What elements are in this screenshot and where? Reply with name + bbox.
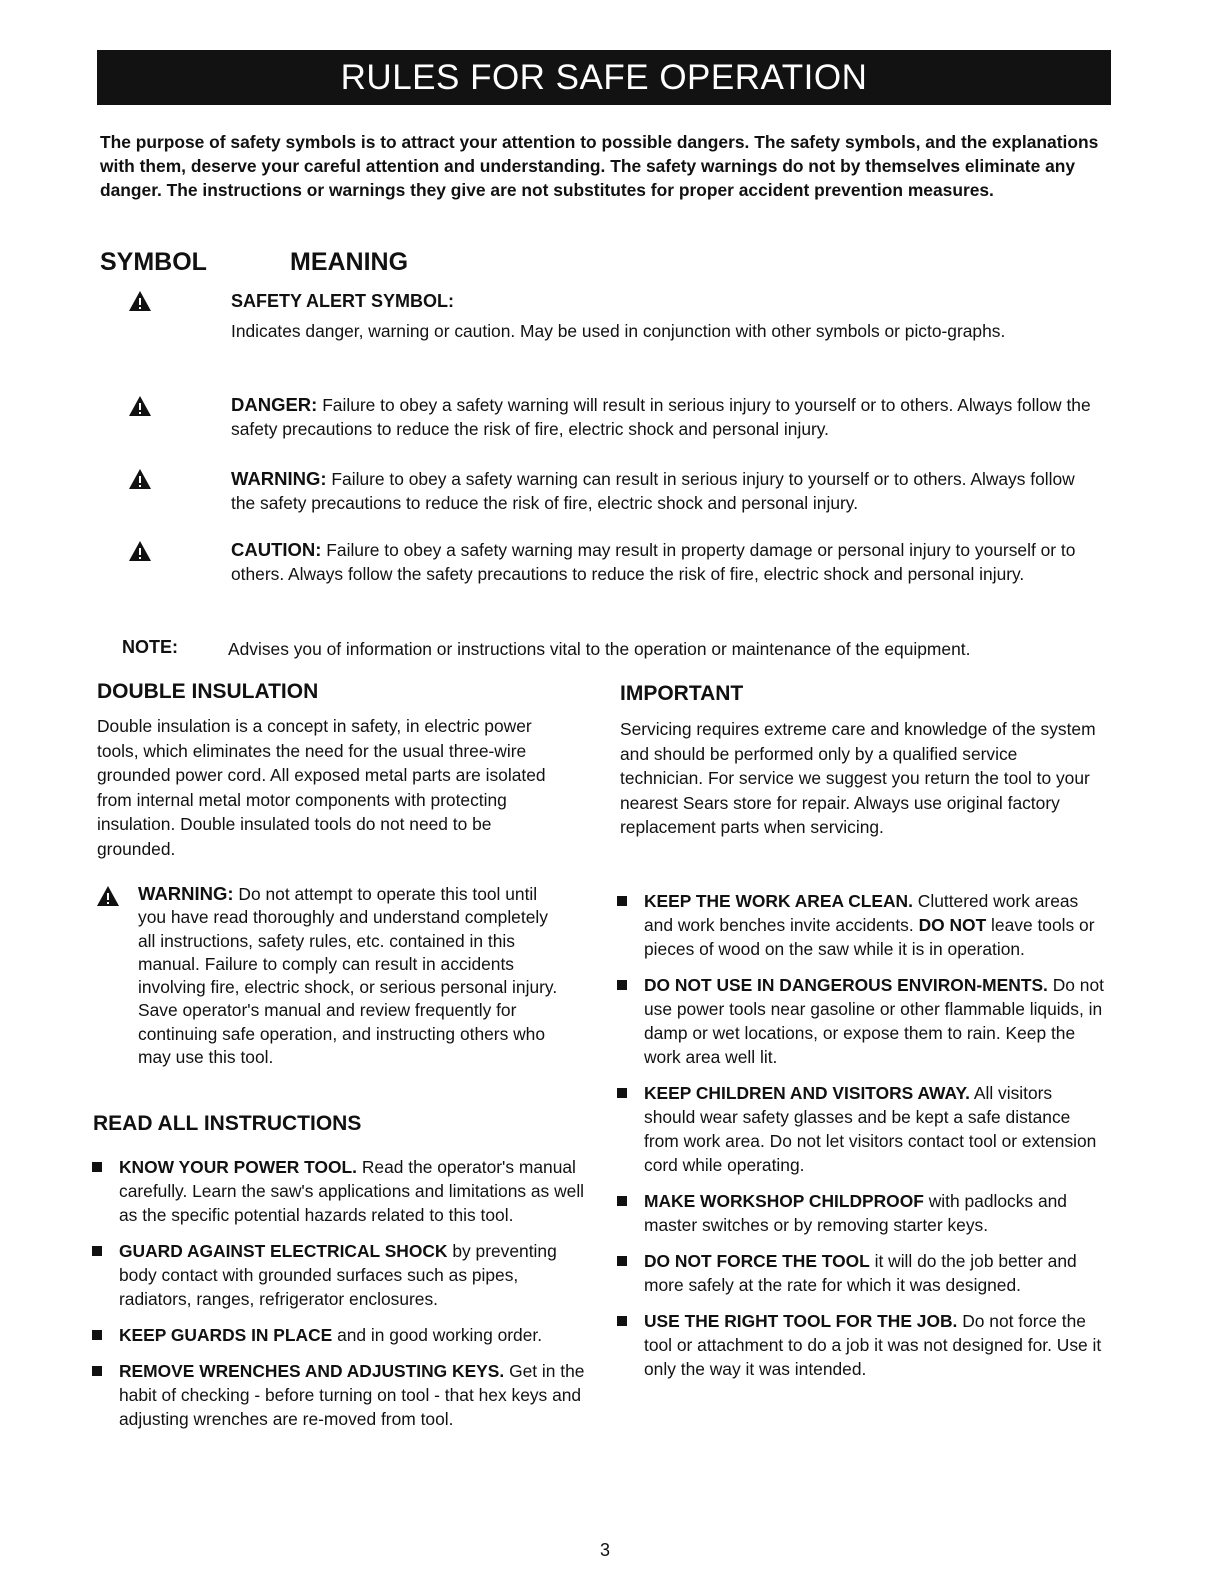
list-item: [617, 1309, 1107, 1381]
operate-warning-text: Do not attempt to operate this tool until you have read thoroughly and understand completely all instructions, safety rules, etc. contained in this manual. Failure to comply can result in accidents involving fire, electric shock, or serious personal injury. Save operator's manual and review frequently for continuing safe operation, and instructing others who may use this tool.: [138, 884, 558, 1068]
square-bullet-icon: [92, 1162, 102, 1172]
warning-triangle-icon: [128, 468, 152, 490]
rule-text: Do not use power tools near gasoline or other flammable liquids, in damp or wet locations, or expose them to rain. Keep the work area well lit.: [644, 975, 1104, 1067]
rule-lead: DO NOT USE IN DANGEROUS ENVIRON-MENTS.: [644, 975, 1048, 995]
important-text: Servicing requires extreme care and knowledge of the system and should be performed only by a qualified service technician. For service we suggest you return the tool to your nearest Sears store for repair. Always use original factory replacement parts when servicing.: [620, 719, 1096, 837]
rule-lead-secondary: DO NOT: [918, 915, 987, 935]
read-all-title: READ ALL INSTRUCTIONS: [93, 1112, 362, 1135]
rule-text-secondary: leave tools or pieces of wood on the saw while it is in operation.: [644, 915, 1095, 959]
warning-label: WARNING:: [231, 468, 327, 489]
rule-text: Get in the habit of checking - before turning on tool - that hex keys and adjusting wrenches are re-moved from tool.: [119, 1361, 585, 1429]
square-bullet-icon: [617, 980, 627, 990]
page-number: 3: [599, 1540, 610, 1560]
rule-text: Cluttered work areas and work benches invite accidents.: [644, 891, 1079, 935]
danger-label: DANGER:: [231, 394, 318, 415]
warning-definition: [231, 467, 1091, 515]
list-item: [92, 1359, 587, 1431]
note-label: NOTE:: [122, 637, 178, 657]
rule-text: Read the operator's manual carefully. Learn the saw's applications and limitations as well as the specific potential hazards related to this tool.: [119, 1157, 585, 1225]
list-item: [617, 889, 1107, 961]
square-bullet-icon: [617, 1196, 627, 1206]
rule-text: by preventing body contact with grounded surfaces such as pipes, radiators, ranges, refrigerator enclosures.: [119, 1241, 557, 1309]
rule-lead: MAKE WORKSHOP CHILDPROOF: [644, 1191, 924, 1211]
list-item: [92, 1323, 587, 1347]
square-bullet-icon: [92, 1246, 102, 1256]
square-bullet-icon: [617, 1088, 627, 1098]
rule-text: All visitors should wear safety glasses and be kept a safe distance from work area. Do not let visitors contact tool or extension cord while operating.: [644, 1083, 1097, 1175]
list-item: [617, 1249, 1107, 1297]
list-item: [617, 1081, 1107, 1177]
note-text: Advises you of information or instructions vital to the operation or maintenance of the equipment.: [228, 639, 971, 659]
caution-label: CAUTION:: [231, 539, 322, 560]
danger-definition: [231, 393, 1091, 441]
rule-text: Do not force the tool or attachment to do a job it was not designed for. Use it only the way it was intended.: [644, 1311, 1102, 1379]
caution-text: Failure to obey a safety warning may result in property damage or personal injury to yourself or to others. Always follow the safety precautions to reduce the risk of fire, electric shock and personal injury.: [231, 540, 1076, 584]
rule-lead: KEEP THE WORK AREA CLEAN.: [644, 891, 913, 911]
warning-triangle-icon: [128, 395, 152, 417]
double-insulation-title: DOUBLE INSULATION: [97, 680, 319, 703]
rule-lead: DO NOT FORCE THE TOOL: [644, 1251, 870, 1271]
caution-definition: [231, 538, 1091, 586]
warning-triangle-icon: [96, 885, 120, 907]
intro-paragraph: The purpose of safety symbols is to attract your attention to possible dangers. The safety symbols, and the explanations with them, deserve your careful attention and understanding. The safety warnings do not by themselves eliminate any danger. The instructions or warnings they give are not substitutes for proper accident prevention measures.: [100, 132, 1099, 200]
rule-lead: KEEP CHILDREN AND VISITORS AWAY.: [644, 1083, 970, 1103]
list-item: [617, 1189, 1107, 1237]
warning-triangle-icon: [128, 290, 152, 312]
rule-text: with padlocks and master switches or by removing starter keys.: [644, 1191, 1067, 1235]
square-bullet-icon: [92, 1330, 102, 1340]
list-item: [92, 1239, 587, 1311]
rule-lead: KEEP GUARDS IN PLACE: [119, 1325, 333, 1345]
safety-rules-list: [617, 889, 1107, 1393]
warning-text: Failure to obey a safety warning can result in serious injury to yourself or to others. Always follow the safety precautions to reduce the risk of fire, electric shock and personal injury.: [231, 469, 1075, 513]
symbol-column-heading: SYMBOL: [100, 248, 207, 276]
rule-text: it will do the job better and more safely at the rate for which it was designed.: [644, 1251, 1077, 1295]
square-bullet-icon: [617, 1316, 627, 1326]
operate-warning: [138, 882, 568, 1069]
operate-warning-label: WARNING:: [138, 883, 234, 904]
meaning-column-heading: MEANING: [290, 248, 409, 276]
important-title: IMPORTANT: [620, 682, 744, 705]
warning-triangle-icon: [128, 540, 152, 562]
safety-alert-title: SAFETY ALERT SYMBOL:: [231, 291, 455, 311]
danger-text: Failure to obey a safety warning will result in serious injury to yourself or to others. Always follow the safety precautions to reduce the risk of fire, electric shock and personal injury.: [231, 395, 1091, 439]
page-banner: RULES FOR SAFE OPERATION: [97, 50, 1111, 105]
rule-text: and in good working order.: [337, 1325, 543, 1345]
rule-lead: GUARD AGAINST ELECTRICAL SHOCK: [119, 1241, 448, 1261]
rule-lead: USE THE RIGHT TOOL FOR THE JOB.: [644, 1311, 958, 1331]
read-all-list: [92, 1155, 587, 1443]
safety-alert-text: Indicates danger, warning or caution. May be used in conjunction with other symbols or picto-graphs.: [231, 321, 1006, 341]
rule-lead: KNOW YOUR POWER TOOL.: [119, 1157, 357, 1177]
list-item: [92, 1155, 587, 1227]
double-insulation-text: Double insulation is a concept in safety, in electric power tools, which eliminates the need for the usual three-wire grounded power cord. All exposed metal parts are isolated from internal metal motor components with protecting insulation. Double insulated tools do not need to be grounded.: [97, 716, 546, 859]
square-bullet-icon: [617, 896, 627, 906]
square-bullet-icon: [92, 1366, 102, 1376]
list-item: [617, 973, 1107, 1069]
rule-lead: REMOVE WRENCHES AND ADJUSTING KEYS.: [119, 1361, 505, 1381]
square-bullet-icon: [617, 1256, 627, 1266]
